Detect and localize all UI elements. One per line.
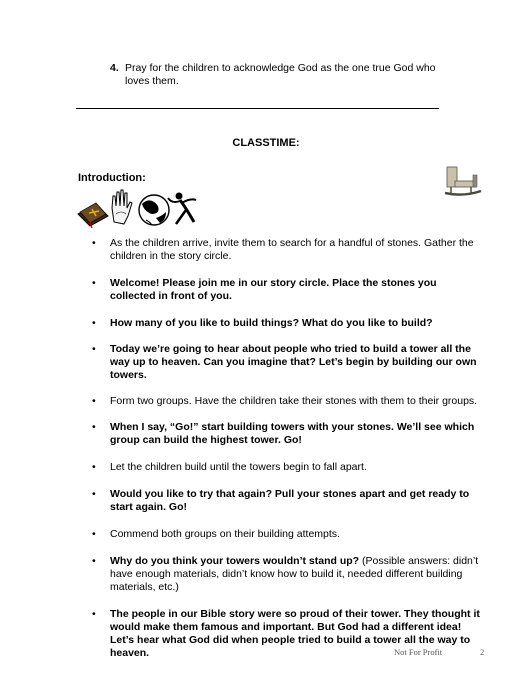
footer-label: Not For Profit bbox=[394, 647, 443, 657]
list-item-text: Form two groups. Have the children take their stones with them to their groups. bbox=[110, 395, 478, 407]
list-item-text-regular: (Possible answers: didn’t have enough materials, didn’t know how to build it, needed different building materials, etc.) bbox=[110, 555, 479, 593]
list-item-text: As the children arrive, invite them to search for a handful of stones. Gather the children in the story circle. bbox=[110, 237, 474, 262]
page-number: 2 bbox=[480, 647, 485, 657]
list-item-text: The people in our Bible story were so proud of their tower. They thought it would make them famous and important. But God had a different idea! Let’s hear what God did when people tried to build a tower all the way to heaven. bbox=[110, 608, 480, 659]
list-item bbox=[92, 421, 480, 447]
list-item bbox=[92, 395, 480, 408]
list-item-text: When I say, “Go!” start building towers with your stones. We’ll see which group can build the highest tower. Go! bbox=[110, 421, 475, 446]
goal-number: 4. bbox=[110, 62, 119, 74]
list-item-text: Welcome! Please join me in our story circle. Place the stones you collected in front of you. bbox=[110, 277, 437, 302]
goal-text: Pray for the children to acknowledge God as the one true God who loves them. bbox=[125, 62, 436, 87]
bullet-icon: • bbox=[92, 395, 96, 407]
bullet-icon: • bbox=[92, 421, 96, 433]
bullet-icon: • bbox=[92, 237, 96, 249]
bullet-icon: • bbox=[92, 608, 96, 620]
list-item bbox=[92, 528, 480, 541]
hand-icon bbox=[112, 190, 132, 224]
goal-item bbox=[110, 62, 450, 88]
bullet-icon: • bbox=[92, 317, 96, 329]
list-item bbox=[92, 488, 480, 514]
introduction-heading: Introduction: bbox=[78, 172, 146, 184]
rocking-chair-icon bbox=[443, 163, 483, 197]
introduction-bullet-list bbox=[92, 237, 480, 660]
bullet-icon: • bbox=[92, 488, 96, 500]
list-item-text: Let the children build until the towers begin to fall apart. bbox=[110, 461, 367, 473]
list-item-text: How many of you like to build things? What do you like to build? bbox=[110, 317, 433, 329]
list-item-text: Today we’re going to hear about people who tried to build a tower all the way up to heaven. Can you imagine that? Let’s begin by building our own towers. bbox=[110, 343, 477, 381]
bullet-icon: • bbox=[92, 461, 96, 473]
list-item-text: Would you like to try that again? Pull your stones apart and get ready to start again. Go! bbox=[110, 488, 470, 513]
bullet-icon: • bbox=[92, 555, 96, 567]
list-item bbox=[92, 237, 480, 263]
list-item bbox=[92, 461, 480, 474]
list-item-text-bold: Why do you think your towers wouldn’t stand up? bbox=[110, 555, 360, 567]
list-item bbox=[92, 343, 480, 382]
list-item-text: Commend both groups on their building attempts. bbox=[110, 528, 340, 540]
list-item bbox=[92, 277, 480, 303]
list-item bbox=[92, 555, 480, 594]
globe-icon bbox=[139, 195, 169, 225]
list-item bbox=[92, 317, 480, 330]
activity-icons bbox=[76, 186, 216, 230]
section-title: CLASSTIME: bbox=[232, 137, 300, 149]
stretching-person-icon bbox=[168, 193, 196, 225]
bullet-icon: • bbox=[92, 528, 96, 540]
bible-icon bbox=[78, 203, 108, 228]
divider-line bbox=[76, 108, 439, 109]
bullet-icon: • bbox=[92, 277, 96, 289]
bullet-icon: • bbox=[92, 343, 96, 355]
